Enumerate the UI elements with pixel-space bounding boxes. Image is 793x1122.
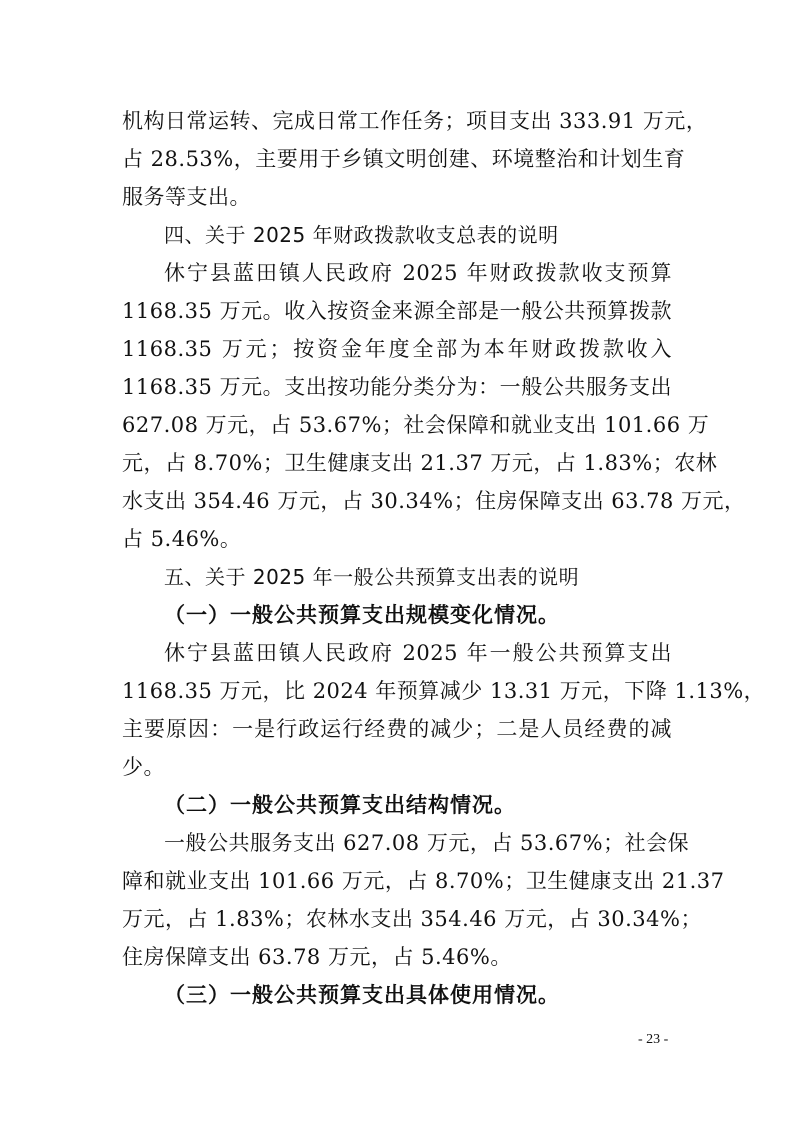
paragraph-line: 1168.35 万元。支出按功能分类分为：一般公共服务支出 xyxy=(122,375,672,399)
paragraph-line: 占 5.46%。 xyxy=(122,527,242,551)
section-heading: 五、关于 2025 年一般公共预算支出表的说明 xyxy=(164,565,580,589)
paragraph-line: 1168.35 万元，比 2024 年预算减少 13.31 万元，下降 1.13%， xyxy=(122,679,766,703)
paragraph-line: 服务等支出。 xyxy=(122,185,251,209)
paragraph-line: 1168.35 万元；按资金年度全部为本年财政拨款收入 xyxy=(122,337,672,361)
paragraph-line: 元，占 8.70%；卫生健康支出 21.37 万元，占 1.83%；农林 xyxy=(122,451,718,475)
subsection-heading: （一）一般公共预算支出规模变化情况。 xyxy=(164,602,560,627)
paragraph-line: 机构日常运转、完成日常工作任务；项目支出 333.91 万元， xyxy=(122,109,708,133)
paragraph-line: 占 28.53%，主要用于乡镇文明创建、环境整治和计划生育 xyxy=(122,147,686,171)
paragraph-line: 障和就业支出 101.66 万元，占 8.70%；卫生健康支出 21.37 xyxy=(122,869,725,893)
page-number: - 23 - xyxy=(638,1032,669,1047)
paragraph-line: 休宁县蓝田镇人民政府 2025 年财政拨款收支预算 xyxy=(164,261,672,285)
paragraph-line: 主要原因：一是行政运行经费的减少；二是人员经费的减 xyxy=(122,717,672,741)
paragraph-line: 水支出 354.46 万元，占 30.34%；住房保障支出 63.78 万元， xyxy=(122,489,746,513)
paragraph-line: 少。 xyxy=(122,755,165,779)
section-heading: 四、关于 2025 年财政拨款收支总表的说明 xyxy=(164,223,559,247)
paragraph-line: 627.08 万元，占 53.67%；社会保障和就业支出 101.66 万 xyxy=(122,413,710,437)
subsection-heading: （三）一般公共预算支出具体使用情况。 xyxy=(164,982,560,1007)
paragraph-line: 休宁县蓝田镇人民政府 2025 年一般公共预算支出 xyxy=(164,641,672,665)
paragraph-line: 1168.35 万元。收入按资金来源全部是一般公共预算拨款 xyxy=(122,299,672,323)
paragraph-line: 万元，占 1.83%；农林水支出 354.46 万元，占 30.34%； xyxy=(122,907,702,931)
paragraph-line: 住房保障支出 63.78 万元，占 5.46%。 xyxy=(122,945,512,969)
subsection-heading: （二）一般公共预算支出结构情况。 xyxy=(164,792,516,817)
paragraph-line: 一般公共服务支出 627.08 万元，占 53.67%；社会保 xyxy=(164,831,690,855)
